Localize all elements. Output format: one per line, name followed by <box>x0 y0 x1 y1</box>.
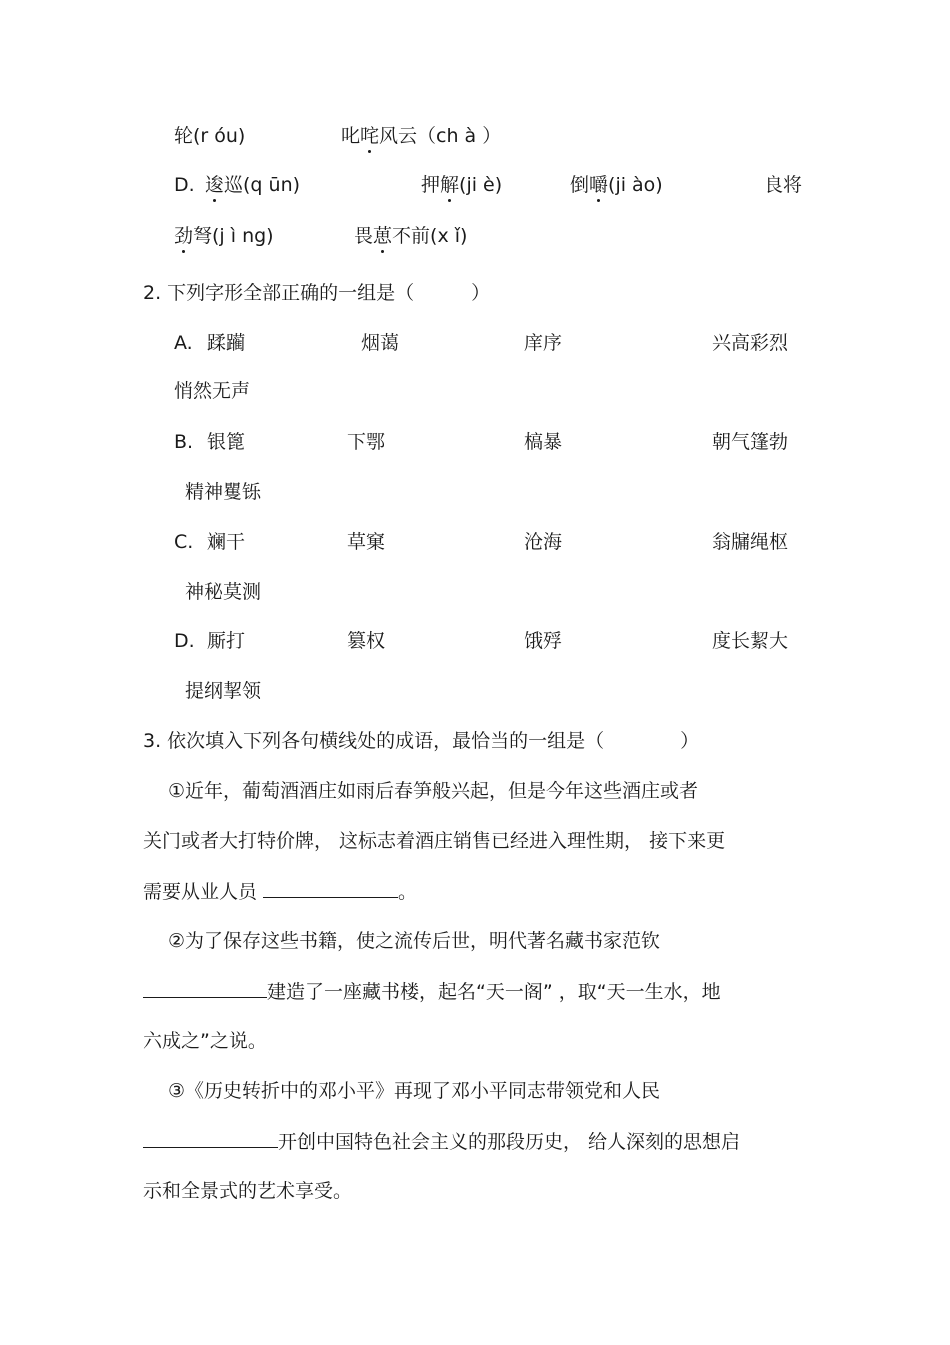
q2-option-c-word: 草窠 <box>347 531 386 553</box>
answer-blank[interactable] <box>143 979 267 998</box>
q2-option-a-word: 兴高彩烈 <box>712 332 789 354</box>
q1-d-item-e: 畏葸不前(x ǐ) <box>354 225 468 247</box>
q1-d-item-a: 逡巡(q ūn) <box>205 174 301 196</box>
emphasis-dot-char: 葸 <box>373 225 393 247</box>
q2-option-c-word: 沧海 <box>524 531 563 553</box>
q2-option-c-label: C. <box>174 531 194 553</box>
q2-option-b-word: 槁暴 <box>524 431 563 453</box>
emphasis-dot-char: 逡 <box>205 174 225 196</box>
q1-c-item-a: 轮(r óu) <box>174 125 246 147</box>
q3-sentence-1: 关门或者大打特价牌， 这标志着酒庄销售已经进入理性期， 接下来更 <box>143 830 726 852</box>
q2-option-c-word: 翁牖绳枢 <box>712 531 789 553</box>
q2-option-b-word: 精神矍铄 <box>185 481 262 503</box>
q2-stem: 2. 下列字形全部正确的一组是（ ） <box>143 282 491 304</box>
emphasis-dot-char: 嚼 <box>589 174 609 196</box>
q2-option-a-label: A. <box>174 332 193 354</box>
q2-option-a-word: 烟蔼 <box>361 332 400 354</box>
q2-option-d-word: 提纲挈领 <box>185 680 262 702</box>
q1-d-item-b: 押解(ji è) <box>421 174 503 196</box>
q2-option-d-word: 厮打 <box>207 630 246 652</box>
q3-stem: 3. 依次填入下列各句横线处的成语，最恰当的一组是（ ） <box>143 730 700 752</box>
q3-sentence-1: 需要从业人员 。 <box>143 881 418 903</box>
answer-blank[interactable] <box>263 879 398 898</box>
q1-c-item-b: 叱咤风云（ch à ） <box>341 125 502 147</box>
q1-d-item-c: 倒嚼(ji ào) <box>570 174 663 196</box>
q3-sentence-1: ①近年，葡萄酒酒庄如雨后春笋般兴起，但是今年这些酒庄或者 <box>168 780 699 802</box>
q2-option-b-word: 朝气篷勃 <box>712 431 789 453</box>
q2-option-a-word: 悄然无声 <box>174 380 251 402</box>
emphasis-dot-char: 解 <box>440 174 460 196</box>
q2-option-b-label: B. <box>174 431 194 453</box>
q3-sentence-3: 示和全景式的艺术享受。 <box>143 1180 353 1202</box>
q3-sentence-2: 六成之”之说。 <box>143 1030 267 1052</box>
q2-option-c-word: 神秘莫测 <box>185 581 262 603</box>
q2-option-d-label: D. <box>174 630 195 652</box>
emphasis-dot-char: 咤 <box>360 125 380 147</box>
q1-d-item-d-end: 劲弩(j ì ng) <box>174 225 274 247</box>
q3-sentence-2: ②为了保存这些书籍，使之流传后世，明代著名藏书家范钦 <box>168 930 661 952</box>
q2-option-a-word: 蹂躏 <box>207 332 246 354</box>
q2-option-b-word: 银篦 <box>207 431 246 453</box>
q2-option-c-word: 斓干 <box>207 531 246 553</box>
q1-option-d-label: D. <box>174 174 195 196</box>
q3-sentence-3: ③《历史转折中的邓小平》再现了邓小平同志带领党和人民 <box>168 1080 661 1102</box>
q1-d-item-d-start: 良将 <box>764 174 803 196</box>
q2-option-d-word: 度长絜大 <box>712 630 789 652</box>
answer-blank[interactable] <box>143 1129 278 1148</box>
q2-option-a-word: 庠序 <box>524 332 563 354</box>
q2-option-d-word: 饿殍 <box>524 630 563 652</box>
q2-option-d-word: 篡权 <box>347 630 386 652</box>
q3-sentence-2: 建造了一座藏书楼，起名“天一阁” ，取“天一生水，地 <box>143 979 721 1004</box>
q2-option-b-word: 下鄂 <box>347 431 386 453</box>
q3-sentence-3: 开创中国特色社会主义的那段历史， 给人深刻的思想启 <box>143 1129 740 1154</box>
emphasis-dot-char: 劲 <box>174 225 194 247</box>
